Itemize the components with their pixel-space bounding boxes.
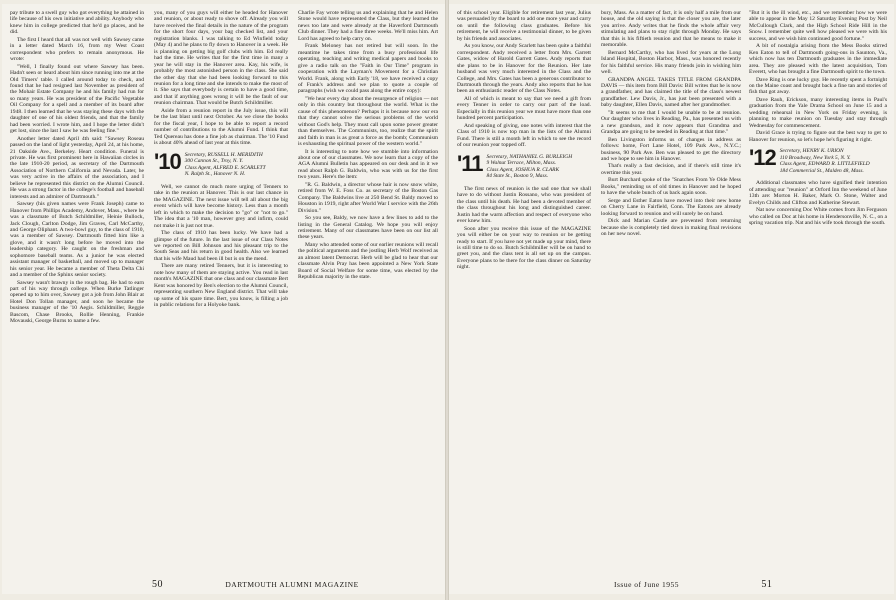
- paragraph: Serge and Esther Eaton have moved into their new home on Cherry Lane in Fairfield, Conn. The Eatons are already looking forward to reunion and will surely be on hand.: [601, 197, 741, 217]
- class-agent-line: Class Agent, JOSHUA R. CLARK: [486, 166, 560, 173]
- paragraph: Well, we cannot do much more urging of Tenners to take in the reunion at Hanover. This is our last chance in the MAGAZINE. The next issue will tell all about the big event which will have become history. Less than a month left in which to make the decision to "go" or "not to go." The idea that a '10 man, however grey and infirm, could not make it is just not true.: [154, 183, 288, 229]
- paragraph: Dick and Marian Castle are prevented from returning because she is completely tied down in making final revisions on her new novel.: [601, 218, 741, 237]
- paragraph: Frank Meloney has not retired but will soon. In the meantime he takes time from a busy professional life operating, teaching and writing medical papers and books to give a radio talk on the "Faith in Our Time" program in cooperation with the Layman's Movement for a Christian World. Frank, along with Early '18, we have received a copy of Frank's address and we plan to quote a couple of paragraphs (wish we could pass along the entire copy):: [298, 43, 438, 95]
- class-agent-address: N. Ralph St., Hanover N. H.: [184, 171, 246, 178]
- class-number: '12: [749, 145, 776, 171]
- paragraph: David Grace is trying to figure out the best way to get to Hanover for reunion, so let's hope he's figuring it right.: [749, 130, 887, 143]
- secretary-address: 110 Broadway, New York 5, N. Y.: [779, 154, 851, 161]
- paragraph: Bernard McCarthy, who has lived for years at the Long Island Hospital, Boston Harbor, Mass., was honored recently for his faithful service. His many friends join in wishing him well.: [601, 49, 741, 76]
- class-officers: [185, 152, 266, 178]
- paragraph: Charlie Fay wrote telling us and explaining that he and Helen Stone would have represented the Class, but they learned the news too late and were already at the Haverford Dartmouth Club dinner. They had a fine three weeks. We'll miss him. Art Lord has agreed to help carry on.: [298, 10, 438, 42]
- paragraph: "R. G. Baldwin, a director whose hair is now snow white, retired from W. E. Foss Co. as secretary of the Boston Gas Company. The Baldwins live at 250 Bend St. Baldy moved to Houston in 1919, right after World War I service with the 26th Division.": [298, 181, 438, 214]
- right-column-2: [601, 10, 741, 238]
- paragraph: All of which is meant to say that we need a gift from every Tenner in order to carry our part of the load. Especially in this reunion year we must have more than one hundred percent participation.: [457, 95, 591, 122]
- paragraph: Dave Rauh, Erickson, many interesting items in Paul's graduation from the Yale Drama School on June 15 and a wedding rehearsal in New York on Friday evening, is planning to make reunion on Tuesday and stay through Wednesday for commencement.: [749, 96, 887, 129]
- class-agent-address: 84 State St., Boston 9, Mass.: [486, 173, 549, 180]
- paragraph: As you know, our Andy Scarlett has been quite a faithful correspondent. Andy received a letter from Mrs. Garrett Gates, widow of Harold Garrett Gates. Andy reports that she plans to be in Hanover for the Reunion. Her late husband was very much interested in the Class and the College, and Mrs. Gates has been a generous contributor to Dartmouth through the years. Andy also reports that he has been an enthusiastic reader of the Class Notes.: [457, 43, 591, 95]
- class-1912-header: [749, 145, 887, 174]
- secretary-line: Secretary, HENRY K. URION: [779, 148, 844, 155]
- right-column-1: [457, 10, 591, 272]
- secretary-line: Secretary, NATHANIEL G. BURLEIGH: [486, 153, 573, 160]
- secretary-address: 9 Walnut Terrace, Milton, Mass.: [486, 160, 557, 167]
- class-agent-address: 184 Commercial St., Malden 48, Mass.: [779, 167, 864, 174]
- paragraph: Another letter dated April 4th said: "Sawsey Roseau passed on the land of light yesterday, April 24, at his home, 21 Oakside Ave., Berkeley. Heart condition. Funeral is private. He was first prominent here in Hawaiian circles in the late 1910-20 period, as secretary of the Dartmouth Association of Northern California and Nevada. Later, he was very active in the affairs of the association, and I believe he represented this district on the Alumni Council. He was a strong factor in the college's football and baseball interests and an admirer of Dartmouth.": [10, 135, 144, 200]
- class-officers: [780, 148, 870, 174]
- paragraph: Additional classmates who have signified their intention of attending our "reunion" at Orford Inn the weekend of June 13th are: Morton H. Baker, Mark O. Stone, Walter and Evelyn Childs and Clifton and Katherine Stewart.: [749, 180, 887, 206]
- paragraph: Burt Burchard spoke of the "Snatches From Ye Olde Mess Books," reminding us of old times in Hanover and he hoped to have the whole bunch of us back again soon.: [601, 177, 741, 197]
- left-column-2: [154, 10, 288, 310]
- paragraph: Many who attended some of our earlier reunions will recall the political arguments and the jostling Herb Wolf received as an almost latent Democrat. Herb will be glad to hear that our classmate Alvin Pray has been appointed a New York State Board of Social Welfare for some time, was elected by the Republican majority in the state.: [298, 241, 438, 281]
- paragraph: There are many retired Tenners, but it is interesting to note how many of them are staying active. You read in last month's MAGAZINE that one class and our classmate Bert Kent was honored by Ben's election to the Alumni Council, representing southern New England district. That will take up some of his spare time. Bert, you know, is filling a job in public relations for a Holyoke bank.: [154, 263, 288, 309]
- class-number: '11: [457, 150, 483, 176]
- class-agent-line: Class Agent, ALFRED E. SCARLETT: [184, 164, 266, 171]
- right-page: [449, 4, 894, 594]
- magazine-title: DARTMOUTH ALUMNI MAGAZINE: [225, 580, 359, 589]
- paragraph: Sawsey (his given names were Frank Joseph) came to Hanover from Phillips Academy, Andover, Mass., where he was a classmate of Butch Schildmiller, Heinie Bullock, Jack Clough, Carlton Dodge, Jim Graves, Carl McCarthy, and George Oliphant. A two-bowl guy, to the class of 1910, was a member of Sawsey. Dartmouth fitted him like a glove, and it wasn't long before he moved into the leadership category. He caught on the freshman and sophomore baseball teams. As a junior he was elected assistant manager of basketball, and moved up to manager his senior year. He became a member of Theta Delta Chi and a member of the Sphinx senior society.: [10, 201, 144, 279]
- right-column-3: [749, 10, 887, 228]
- paragraph: "We hear every day about the resurgence of religion — not only in this country but throughout the world. What is the cause of this phenomenon? Perhaps it is because now our era that they cannot solve the serious problems of the world without God's help. They must call upon some power greater than themselves. The Communists, too, realize that the spirit and faith in man is as great a force as the bomb; Communism is exhausting the spiritual power of the western world.": [298, 95, 438, 148]
- left-page-footer: [152, 579, 359, 590]
- class-officers: [487, 154, 573, 180]
- paragraph: GRANDPA ANGEL TAKES TITLE FROM GRANDPA DAVIS — this item from Bill Davis: Bill writes that he is now a grandfather, and has claimed the title of the class's newest grandfather. Lew Davis, Jr., has just been presented with a baby daughter, Ellen Davis, named after her grandmother.: [601, 76, 741, 109]
- issue-date: Issue of June 1955: [614, 580, 680, 589]
- paragraph: Ben Livingston informs us of changes in address as follows: home, Fort Lane Hotel, 109 Park Ave., N.Y.C.; business, 90 Park Ave. Ben was pleased to get the directory and we hope to see him in Hanover.: [601, 136, 741, 162]
- right-page-footer: [614, 579, 772, 590]
- paragraph: Sawsey wasn't brawny in the rough bag. He had to earn part of his way through college. When Burke Tatlinger opened up to him over, Sawsey got a job from John Blair at Hotel Don Tollan manager, and soon he became the business manager of the '10 Aegis. Schildmiller, Reggie Bascom, Chase Brooks, Rollie Henning, Frankie Movauski, George Burns to name a few.: [10, 279, 144, 325]
- paragraph: Dave Ring is one lucky guy. He recently spent a fortnight on the Maine coast and brought back a fine tan and stories of fish that got away.: [749, 76, 887, 96]
- paragraph: "But it is the ill wind, etc., and we remember how we were able to appear in the May 12 Saturday Evening Post by Neil McCullough Clark, and the High School Ride Hill in the Snow. I remember quite well how pleased we were with his success, and we wish him continued good fortune.": [749, 10, 887, 42]
- paragraph: Aside from a reunion report in the July issue, this will be the last blast until next October. As we close the books for the fiscal year, I hope to be able to report a record number of contributions to the Alumni Fund. I think that Ted Quereau has done a fine job as chairman. The '10 Fund is about 40% ahead of last year at this time.: [154, 107, 288, 147]
- paragraph: pay tribute to a swell guy who got everything he attained in life because of his own initiative and ability. Anybody who knew him in college predicted that he'd go places, and he did.: [10, 10, 144, 36]
- paragraph: Nat now concerning Doc White comes from Jim Ferguson who called on Doc at his home in Hendersonville, N. C., on a spring vacation trip. Nat and his wife took through the south.: [749, 207, 887, 227]
- secretary-line: Secretary, RUSSELL H. MERIDITH: [184, 151, 263, 158]
- paragraph: That's really a fast decision, and if there's still time it's overtime this year.: [601, 163, 741, 176]
- paragraph: A bit of nostalgia arising from the Mess Books stirred Ken Eaton to tell of Dartmouth going-ons in Saunton, Va., which now has ten Dartmouth graduates in the immediate area. They are pleased with the latest acquisition, Tom Everett, who has brought a fine Dartmouth spirit to the town.: [749, 43, 887, 76]
- paragraph: It is interesting to note how we stumble into information about one of our classmates. We now learn that a copy of the AGA Alumni Bulletin has appeared on our desk and in it we read about Ralph G. Baldwin, who was with us for the first two years. Here's the item:: [298, 148, 438, 181]
- paragraph: "Well, I finally found out where Sawsey has been. Hadn't seen or heard about him since running into me at the Old Timers' table. I called around today to check, and found that he had resigned last November as president of the Mohair Estate Company he and his family had run for so many years. He was president of the Pacific Vegetable Oil Company for a spell and a member of its board after 1948. I then learned that he was staying these days with the daughter of one of his oldest friends, and that the family had been worried. I wrote him, and I hope the letter didn't get lost, since the last I saw he was feeling fine.": [10, 63, 144, 135]
- page-number: 50: [152, 579, 163, 590]
- paragraph: The first news of reunion is the sad one that we shall have to do without Justin Rossano, who was president of the class until his death. He had been a devoted member of the class throughout his long and distinguished career. Justin had the warm affection and respect of everyone who ever knew him.: [457, 185, 591, 225]
- paragraph: The class of 1910 has been lucky. We have had a glimpse of the future. In the last issue of our Class Notes we reported on Bill Johnson and his pleasant trip to the South Seas and his return in good health. Also we learned that his wife Maud had been ill but is on the mend.: [154, 230, 288, 262]
- page-number: 51: [761, 579, 773, 590]
- left-column-3: [298, 10, 438, 282]
- class-agent-line: Class Agent, EDWARD R. LITTLEFIELD: [779, 161, 870, 168]
- left-page: [2, 4, 445, 594]
- paragraph: bury, Mass. As a matter of fact, it is only half a mile from our house, and the old saying is that the closer you are, the later you arrive. Andy writes that he finds the whole affair very stimulating and plans to stay right through Monday. He says that this is his fiftieth reunion and that he means to make it memorable.: [601, 10, 741, 49]
- class-number: '10: [154, 148, 181, 174]
- paragraph: And speaking of giving, one notes with interest that the Class of 1910 is now top man in the lists of the Alumni Fund. There is still a month left in which to see the record of our reunion year topped off.: [457, 122, 591, 149]
- paragraph: The first I heard that all was not well with Sawsey came in a letter dated March 16, from my West Coast correspondent who prefers to remain anonymous. He wrote:: [10, 36, 144, 63]
- class-1911-header: [457, 150, 591, 180]
- paragraph: you, many of you guys will either be headed for Hanover and reunion, or about ready to shove off. Already you will have received the final details in the nature of the program for the short four days, your bag checked list, and your registration blanks. I was talking to Ed Winfield today (May 4) and he plans to fly down to Hanover in a week. He is planning on getting big golf clubs with him. Ed really had the time. He writes that for the first time in many a year he will stay in the Hanover area. Kay, his wife, is probably the most astonished person in the class. She said the other day that she had been looking forward to this reunion for a long time and she intends to make the most of it. She says that everybody is certain to have a good time, and that if anything goes wrong it will be the fault of our reunion chairman. That would be Butch Schildmiller.: [154, 10, 288, 107]
- paragraph: of this school year. Eligible for retirement last year, Julius was persuaded by the board to add one more year and carry on until the following class graduates. Before his retirement, he will receive a testimonial dinner, to be given by his friends and associates.: [457, 10, 591, 42]
- secretary-address: 300 Cannon St., Troy, N. Y.: [184, 158, 244, 165]
- paragraph: So you see, Baldy, we now have a few lines to add to the listing in the General Catalog. We hope you will enjoy retirement. Many of our classmates have been on our list all these years.: [298, 215, 438, 241]
- left-column-1: [10, 10, 144, 326]
- paragraph: Soon after you receive this issue of the MAGAZINE you will either be on your way to reunion or be getting ready to start. If you have not yet made up your mind, there is still time to do so. Butch Schildmiller will be on hand to greet you, and the class tent is all set up on the campus. Everyone plans to be there for the class dinner on Saturday night.: [457, 225, 591, 271]
- class-1910-header: [154, 148, 288, 178]
- paragraph: "It seems to me that I would be unable to be at reunion. Our daughter who lives in Reading, Pa., has presented us with a new grandson, and it now appears that Grandma and Grandpa are going to be needed in Reading at that time.": [601, 109, 741, 136]
